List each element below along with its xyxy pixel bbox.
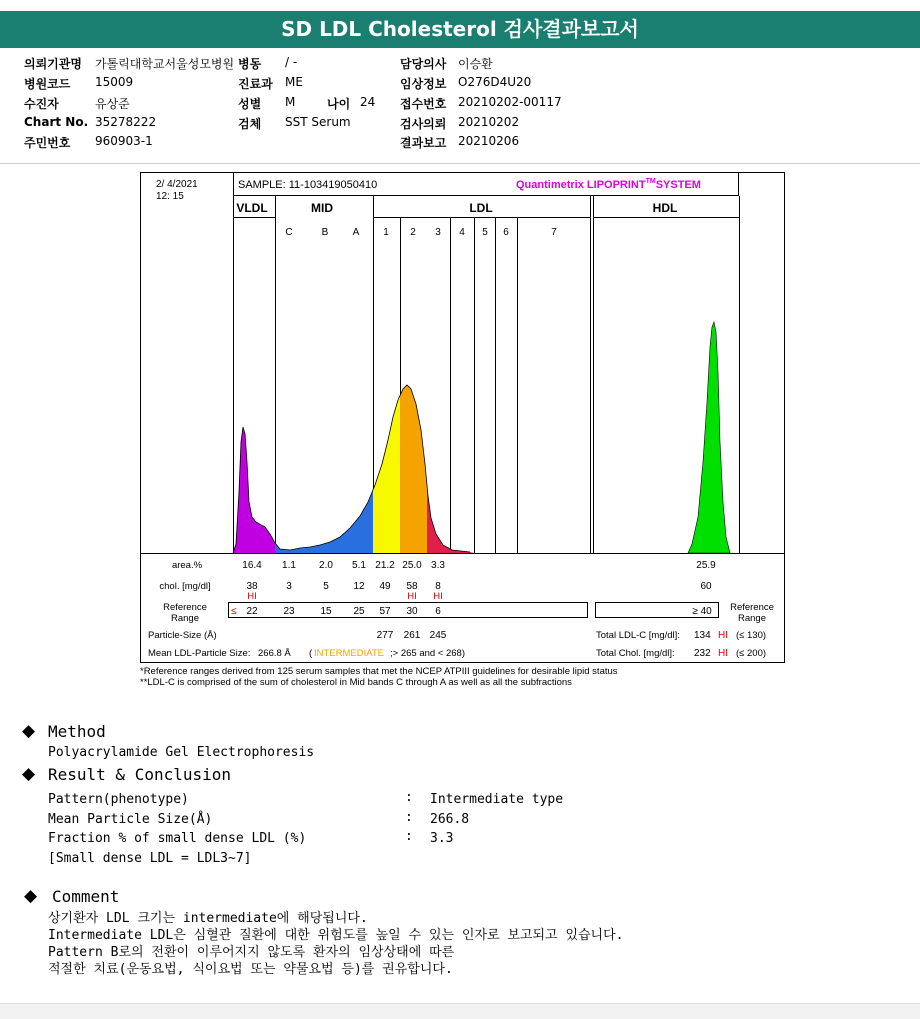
total-chol-label: Total Chol. [mg/dl]: xyxy=(596,648,675,659)
area-value: 2.0 xyxy=(319,560,333,571)
id-label: 주민번호 xyxy=(24,136,71,150)
report-date-value: 20210206 xyxy=(458,134,520,148)
dept-label: 진료과 xyxy=(238,77,273,91)
total-ldl-label: Total LDL-C [mg/dl]: xyxy=(596,630,680,641)
area-value: 1.1 xyxy=(282,560,296,571)
ref-label-right-line2: Range xyxy=(738,613,766,624)
comment-line: 상기환자 LDL 크기는 intermediate에 해당됩니다. xyxy=(48,911,368,926)
group-mid: MID xyxy=(311,201,333,215)
area-value: 5.1 xyxy=(352,560,366,571)
clinical-label: 임상정보 xyxy=(400,77,447,91)
doctor-value: 이승환 xyxy=(458,57,493,71)
total-chol-ref: (≤ 200) xyxy=(736,648,767,659)
hi-flag: HI xyxy=(247,591,257,602)
comment-title: Comment xyxy=(52,887,120,906)
footnote-1: *Reference ranges derived from 125 serum samples that met the NCEP ATPIII guidelines for desirable lipid status xyxy=(140,666,618,677)
report-title: SD LDL Cholesterol 검사결과보고서 xyxy=(0,11,920,48)
receipt-value: 20210202-00117 xyxy=(458,95,562,109)
ref-value: 30 xyxy=(406,606,418,617)
band-label-B: B xyxy=(321,227,329,238)
chart-date: 2/ 4/2021 xyxy=(156,179,198,190)
ref-value: 25 xyxy=(353,606,365,617)
result-row-label: Fraction % of small dense LDL (%) xyxy=(48,831,307,846)
result-row-sep: : xyxy=(405,790,413,805)
area-value: 16.4 xyxy=(242,560,262,571)
band-label-A: A xyxy=(352,227,360,238)
brand-tm: TM xyxy=(645,178,656,185)
patient-label: 수진자 xyxy=(24,97,59,111)
ref-value: 57 xyxy=(379,606,391,617)
total-chol-hi: HI xyxy=(718,648,728,659)
band-label-C: C xyxy=(285,227,293,238)
sex-value: M xyxy=(285,95,296,109)
brand-label xyxy=(516,178,701,191)
age-label: 나이 xyxy=(327,97,351,111)
area-value: 25.0 xyxy=(402,560,422,571)
total-ldl-value: 134 xyxy=(694,630,711,641)
patient-value: 유상준 xyxy=(95,97,130,111)
chart-frame xyxy=(141,173,785,663)
id-value: 960903-1 xyxy=(95,134,153,148)
receipt-label: 접수번호 xyxy=(400,97,447,111)
brand-system: SYSTEM xyxy=(655,179,701,191)
band-label-4: 4 xyxy=(459,227,465,238)
total-chol-value: 232 xyxy=(694,648,711,659)
result-row-sep: : xyxy=(405,810,413,825)
ref-le-symbol: ≤ xyxy=(231,606,237,617)
request-label: 검사의뢰 xyxy=(400,117,447,131)
chart-no-label: Chart No. xyxy=(24,115,89,129)
group-vldl: VLDL xyxy=(236,201,268,215)
result-title: Result & Conclusion xyxy=(48,765,232,784)
band-label-6: 6 xyxy=(503,227,509,238)
dept-value: ME xyxy=(285,75,303,89)
ref-value: 6 xyxy=(435,606,441,617)
lipoprint-chart xyxy=(140,172,785,664)
result-bullet-icon: ◆ xyxy=(22,764,36,784)
hospital-code-value: 15009 xyxy=(95,75,134,89)
mean-size-label: Mean LDL-Particle Size: xyxy=(148,648,251,659)
chart-time: 12: 15 xyxy=(156,191,184,202)
request-value: 20210202 xyxy=(458,115,520,129)
band-label-3: 3 xyxy=(435,227,441,238)
result-row-label: Mean Particle Size(Å) xyxy=(48,812,213,827)
result-row-value: 266.8 xyxy=(430,812,470,827)
info-divider xyxy=(0,163,920,164)
mean-size-value: 266.8 Å xyxy=(258,648,291,659)
footnote-2: **LDL-C is comprised of the sum of cholesterol in Mid bands C through A as well as all the subfractions xyxy=(140,677,572,688)
comment-line: Pattern B로의 전환이 이루어지지 않도록 환자의 임상상태에 따른 xyxy=(48,945,455,960)
band-label-5: 5 xyxy=(482,227,488,238)
hospital-code-label: 병원코드 xyxy=(24,77,71,91)
ref-label-line2: Range xyxy=(171,613,199,624)
hi-flag: HI xyxy=(433,591,443,602)
band-label-1: 1 xyxy=(383,227,389,238)
institution-label: 의뢰기관명 xyxy=(24,57,82,71)
sample-id: SAMPLE: 11-103419050410 xyxy=(238,179,378,191)
method-title: Method xyxy=(48,722,106,741)
clinical-value: O276D4U20 xyxy=(458,75,532,89)
brand-name: Quantimetrix LIPOPRINT xyxy=(516,179,646,191)
particle-size-value: 261 xyxy=(403,630,421,641)
sex-label: 성별 xyxy=(238,97,262,111)
specimen-label: 검체 xyxy=(238,117,262,131)
institution-value: 가톨릭대학교서울성모병원 xyxy=(95,57,235,71)
mean-open-paren: ( xyxy=(309,648,313,659)
chol-label: chol. [mg/dl] xyxy=(159,581,211,592)
result-row-sep: : xyxy=(405,829,413,844)
band-label-2: 2 xyxy=(410,227,416,238)
comment-line: Intermediate LDL은 심혈관 질환에 대한 위험도를 높일 수 있는 인자로 보고되고 있습니다. xyxy=(48,928,624,943)
result-row-value: Intermediate type xyxy=(430,792,564,807)
chol-value: 5 xyxy=(323,581,329,592)
report-date-label: 결과보고 xyxy=(400,136,447,150)
total-ldl-ref: (≤ 130) xyxy=(736,630,767,641)
hi-flag: HI xyxy=(407,591,417,602)
chol-value: 12 xyxy=(353,581,365,592)
ref-label-right-line1: Reference xyxy=(730,602,774,613)
age-value: 24 xyxy=(360,95,376,109)
patient-info xyxy=(0,55,920,163)
ref-value: 23 xyxy=(283,606,295,617)
group-ldl: LDL xyxy=(469,201,493,215)
area-value: 21.2 xyxy=(375,560,395,571)
band-label-7: 7 xyxy=(551,227,557,238)
specimen-value: SST Serum xyxy=(285,115,351,129)
area-value: 3.3 xyxy=(431,560,445,571)
chol-value: 8 xyxy=(435,581,441,592)
method-bullet-icon: ◆ xyxy=(22,721,36,741)
ward-value: / - xyxy=(285,55,298,69)
particle-size-value: 245 xyxy=(429,630,447,641)
ref-label-line1: Reference xyxy=(163,602,207,613)
result-row-label: Pattern(phenotype) xyxy=(48,792,189,807)
comment-line: 적절한 치료(운동요법, 식이요법 또는 약물요법 등)를 권유합니다. xyxy=(48,962,453,977)
mean-class: INTERMEDIATE xyxy=(314,648,385,659)
ref-hdl-value: ≥ 40 xyxy=(692,606,712,617)
area-label: area.% xyxy=(171,560,203,571)
result-note: [Small dense LDL = LDL3~7] xyxy=(48,851,252,866)
result-row-value: 3.3 xyxy=(430,831,454,846)
total-ldl-hi: HI xyxy=(718,630,728,641)
chol-value: 38 xyxy=(246,581,258,592)
page-footer xyxy=(0,1003,920,1019)
ward-label: 병동 xyxy=(238,57,262,71)
mean-range: ;> 265 and < 268) xyxy=(390,648,466,659)
area-value: 25.9 xyxy=(696,560,716,571)
chol-value: 49 xyxy=(379,581,391,592)
chol-value: 3 xyxy=(286,581,292,592)
group-hdl: HDL xyxy=(652,201,678,215)
comment-bullet-icon: ◆ xyxy=(24,886,38,906)
particle-size-label: Particle-Size (Å) xyxy=(148,630,217,641)
doctor-label: 담당의사 xyxy=(400,57,447,71)
method-text: Polyacrylamide Gel Electrophoresis xyxy=(48,745,315,760)
particle-size-value: 277 xyxy=(376,630,394,641)
chol-value: 58 xyxy=(406,581,418,592)
ref-value: 22 xyxy=(246,606,258,617)
ref-value: 15 xyxy=(320,606,332,617)
chart-no-value: 35278222 xyxy=(95,115,157,129)
chol-value: 60 xyxy=(700,581,712,592)
